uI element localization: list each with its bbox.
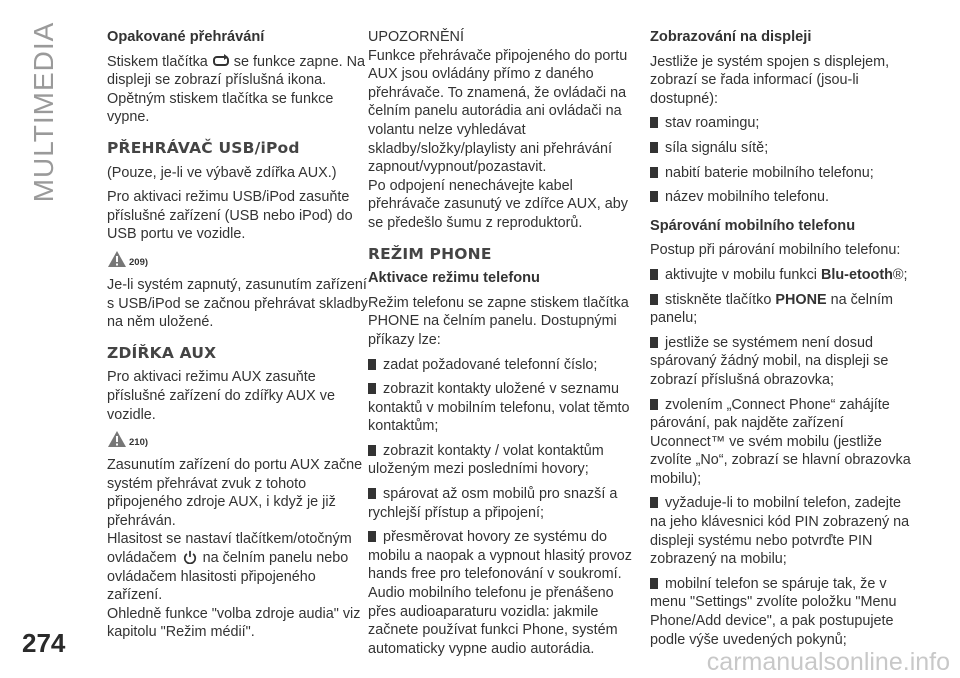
note-text: Funkce přehrávače připojeného do portu AUX jsou ovládány přímo z daného přehrávače. To znamená, že ovládači na čelním panelu autorádia ani ovládači na volantu nelze vyhledávat skladby/složky/playlisty ani přehrávání zapnout/vypnout/pozastavit. <box>368 47 628 176</box>
paragraph: Ohledně funkce "volba zdroje audia" viz kapitolu "Režim médií". <box>107 605 361 641</box>
bullet-icon <box>368 383 376 394</box>
list-item <box>650 139 912 158</box>
paragraph: Pro aktivaci režimu USB/iPod zasuňte příslušné zařízení (USB nebo iPod) do USB portu ve vozidle. <box>107 189 353 243</box>
list-item-text: zobrazit kontakty / volat kontaktům uloženým mezi posledními hovory; <box>368 442 604 478</box>
list-item <box>368 380 632 436</box>
bullet-icon <box>650 294 658 305</box>
list-item-text: nabití baterie mobilního telefonu; <box>665 164 874 181</box>
paragraph: Audio mobilního telefonu je přenášeno přes audioaparaturu vozidla: jakmile začnete používat funkci Phone, systém automaticky vypne audio autorádia. <box>368 585 618 657</box>
subheading-pair: Spárování mobilního telefonu <box>650 217 856 234</box>
warning-note <box>107 430 369 448</box>
list-item <box>650 188 912 207</box>
list-item-text: stav roamingu; <box>665 115 760 132</box>
bullet-icon <box>650 191 658 202</box>
column-3 <box>650 28 912 655</box>
column-1 <box>107 28 369 648</box>
warning-ref: 210) <box>129 437 149 449</box>
bullet-icon <box>650 497 658 508</box>
list-item-text: zadat požadované telefonní číslo; <box>383 356 598 373</box>
list-item-text: jestliže se systémem není dosud spárovaný žádný mobil, na displeji se zobrazí příslušná obrazovka; <box>650 334 889 388</box>
list-item <box>368 528 632 584</box>
paragraph: Je-li systém zapnutý, zasunutím zařízení s USB/iPod se začnou přehrávat skladby na něm uložené. <box>107 276 368 331</box>
paragraph: Režim telefonu se zapne stiskem tlačítka PHONE na čelním panelu. Dostupnými příkazy lze: <box>368 294 629 348</box>
note-heading: UPOZORNĚNÍ <box>368 29 464 45</box>
heading-phone: REŽIM PHONE <box>368 244 492 263</box>
list-item-text: síla signálu sítě; <box>665 139 769 156</box>
section-label: MULTIMEDIA <box>28 21 59 203</box>
subheading-phone: Aktivace režimu telefonu <box>368 270 540 287</box>
list-item <box>368 485 632 522</box>
paragraph: Zasunutím zařízení do portu AUX začne systém přehrávat zvuk z tohoto připojeného zdroje AUX, i když je již přehráván. <box>107 457 363 529</box>
note-text: Po odpojení nenechávejte kabel přehrávače zasunutý ve zdířce AUX, aby se předešlo šumu z reproduktorů. <box>368 177 628 231</box>
heading-usb: PŘEHRÁVAČ USB/iPod <box>107 138 300 157</box>
list-item <box>650 334 912 390</box>
list-item-text: zvolením „Connect Phone“ zahájíte párování, pak najděte zařízení Uconnect™ ve svém mobilu (jestliže zvolíte „No“, zobrazí se hlavní obrazovka mobilu); <box>650 396 911 487</box>
bullet-icon <box>650 399 658 410</box>
bullet-icon <box>650 337 658 348</box>
list-item <box>650 114 912 133</box>
warning-icon <box>107 430 127 448</box>
paragraph <box>107 530 369 604</box>
text: se funkce zapne. Na displeji se zobrazí příslušná ikona. Opětným stiskem tlačítka se funkce vypne. <box>107 53 365 126</box>
list-item-text: aktivujte v mobilu funkci <box>665 266 821 283</box>
list-item-text: přesměrovat hovory ze systému do mobilu a naopak a vypnout hlasitý provoz hands free pro telefonování v soukromí. <box>368 529 632 583</box>
text: Hlasitost se nastaví tlačítkem/otočným ovládačem <box>107 531 352 567</box>
paragraph-repeat <box>107 53 369 127</box>
column-2 <box>368 28 632 664</box>
bullet-icon <box>368 359 376 370</box>
paragraph: Jestliže je systém spojen s displejem, zobrazí se řada informací (jsou-li dostupné): <box>650 53 890 107</box>
paragraph: Pro aktivaci režimu AUX zasuňte příslušné zařízení do zdířky AUX ve vozidle. <box>107 369 335 423</box>
list-item <box>650 494 912 568</box>
list-item <box>650 396 912 489</box>
bullet-icon <box>368 488 376 499</box>
text: na čelním panelu nebo ovládačem hlasitosti připojeného zařízení. <box>107 550 349 604</box>
page-number: 274 <box>22 628 66 658</box>
warning-note <box>107 250 369 268</box>
list-item <box>368 442 632 479</box>
bullet-icon <box>650 142 658 153</box>
list-item-text: zobrazit kontakty uložené v seznamu kontaktů v mobilním telefonu, volat těmto kontaktům; <box>368 381 630 435</box>
phone-term: PHONE <box>775 291 827 308</box>
list-item <box>650 266 912 285</box>
list-item-text: spárovat až osm mobilů pro snazší a rychlejší přístup a připojení; <box>368 486 618 521</box>
watermark: carmanualsonline.info <box>706 648 950 676</box>
heading-repeat: Opakované přehrávání <box>107 29 265 45</box>
power-knob-icon <box>182 550 198 564</box>
bullet-icon <box>650 578 658 589</box>
bullet-icon <box>650 167 658 178</box>
repeat-icon <box>213 54 229 68</box>
bullet-icon <box>650 117 658 128</box>
list-item-text: vyžaduje-li to mobilní telefon, zadejte na jeho klávesnici kód PIN zobrazený na displeji systému nebo potvrďte PIN zobrazený na mobilu; <box>650 495 910 568</box>
subheading-display: Zobrazování na displeji <box>650 29 812 45</box>
bullet-icon <box>368 445 376 456</box>
warning-ref: 209) <box>129 256 149 268</box>
heading-aux: ZDÍŘKA AUX <box>107 343 217 362</box>
list-item <box>650 164 912 183</box>
bullet-icon <box>368 531 376 542</box>
paragraph: Postup při párování mobilního telefonu: <box>650 242 901 259</box>
bullet-icon <box>650 269 658 280</box>
list-item-text: název mobilního telefonu. <box>665 189 830 206</box>
warning-icon <box>107 250 127 268</box>
list-item-text: stiskněte tlačítko <box>665 291 776 308</box>
bluetooth-term: Blu-etooth <box>820 266 893 283</box>
text: Stiskem tlačítka <box>107 53 208 70</box>
list-item <box>650 575 912 649</box>
list-item-text: ®; <box>892 266 908 283</box>
list-item-text: na čelním panelu; <box>650 291 893 327</box>
list-item <box>650 291 912 328</box>
list-item-text: mobilní telefon se spáruje tak, že v menu "Settings" zvolíte položku "Menu Phone/Add device", a pak postupujete podle výše uvedených pokynů; <box>650 575 897 648</box>
list-item <box>368 356 632 375</box>
paragraph: (Pouze, je-li ve výbavě zdířka AUX.) <box>107 164 337 181</box>
